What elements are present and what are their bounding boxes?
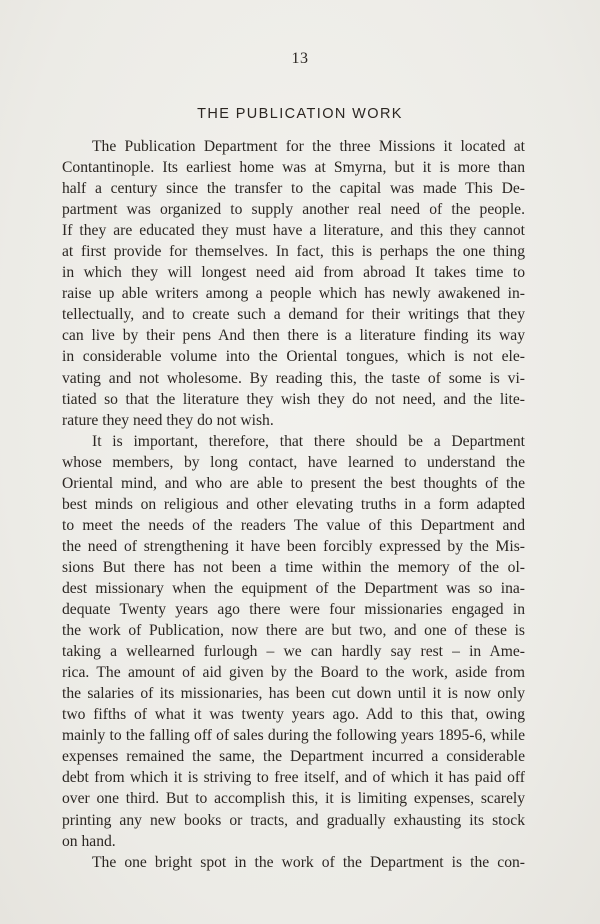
paragraph <box>62 852 525 873</box>
text-line: best minds on religious and other elevating truths in a form adapted <box>62 495 525 513</box>
text-line: sions But there has not been a time within the memory of the ol- <box>62 558 525 576</box>
text-line: dequate Twenty years ago there were four missionaries engaged in <box>62 601 525 619</box>
text-line: Contantinople. Its earliest home was at Smyrna, but it is more than <box>62 159 525 177</box>
text-line: If they are educated they must have a literature, and this they cannot <box>62 222 525 240</box>
text-line: whose members, by long contact, have learned to understand the <box>62 453 525 471</box>
text-line: can live by their pens And then there is a literature finding its way <box>62 327 525 345</box>
body-text <box>62 136 525 873</box>
text-line: partment was organized to supply another real need of the people. <box>62 201 525 219</box>
text-line: tellectually, and to create such a demand for their writings that they <box>62 306 525 324</box>
text-line: The one bright spot in the work of the Department is the con- <box>92 853 525 871</box>
text-line: the salaries of its missionaries, has been cut down until it is now only <box>62 685 525 703</box>
text-line: dest missionary when the equipment of the Department was so ina- <box>62 579 525 597</box>
text-line: taking a wellearned furlough – we can hardly say rest – in Ame- <box>62 643 525 661</box>
text-line: printing any new books or tracts, and gradually exhausting its stock <box>62 811 525 829</box>
text-line: It is important, therefore, that there should be a Department <box>92 432 525 450</box>
text-line: mainly to the falling off of sales during the following years 1895-6, while <box>62 727 525 745</box>
text-line: Oriental mind, and who are able to present the best thoughts of the <box>62 474 525 492</box>
text-line: expenses remained the same, the Department incurred a considerable <box>62 748 525 766</box>
text-line: debt from which it is striving to free itself, and of which it has paid off <box>62 769 525 787</box>
text-line: vating and not wholesome. By reading this, the taste of some is vi- <box>62 369 525 387</box>
text-line: on hand. <box>62 832 116 850</box>
text-line: half a century since the transfer to the capital was made This De- <box>62 180 525 198</box>
text-line: at first provide for themselves. In fact, this is perhaps the one thing <box>62 243 525 261</box>
text-line: rature they need they do not wish. <box>62 411 274 429</box>
paragraph <box>62 431 525 852</box>
text-line: tiated so that the literature they wish they do not need, and the lite- <box>62 390 525 408</box>
text-line: in which they will longest need aid from abroad It takes time to <box>62 264 525 282</box>
text-line: raise up able writers among a people which has newly awakened in- <box>62 285 525 303</box>
page-number: 13 <box>291 50 309 67</box>
paragraph <box>62 136 525 431</box>
text-line: over one third. But to accomplish this, it is limiting expenses, scarely <box>62 790 525 808</box>
text-line: The Publication Department for the three Missions it located at <box>92 138 525 155</box>
text-line: two fifths of what it was twenty years ago. Add to this that, owing <box>62 706 525 724</box>
text-line: to meet the needs of the readers The value of this Department and <box>62 516 525 534</box>
text-line: rica. The amount of aid given by the Board to the work, aside from <box>62 664 525 682</box>
section-heading: THE PUBLICATION WORK <box>197 106 403 122</box>
text-line: the need of strengthening it have been forcibly expressed by the Mis- <box>62 537 525 555</box>
text-line: the work of Publication, now there are but two, and one of these is <box>62 622 525 640</box>
text-line: in considerable volume into the Oriental tongues, which is not ele- <box>62 348 525 366</box>
